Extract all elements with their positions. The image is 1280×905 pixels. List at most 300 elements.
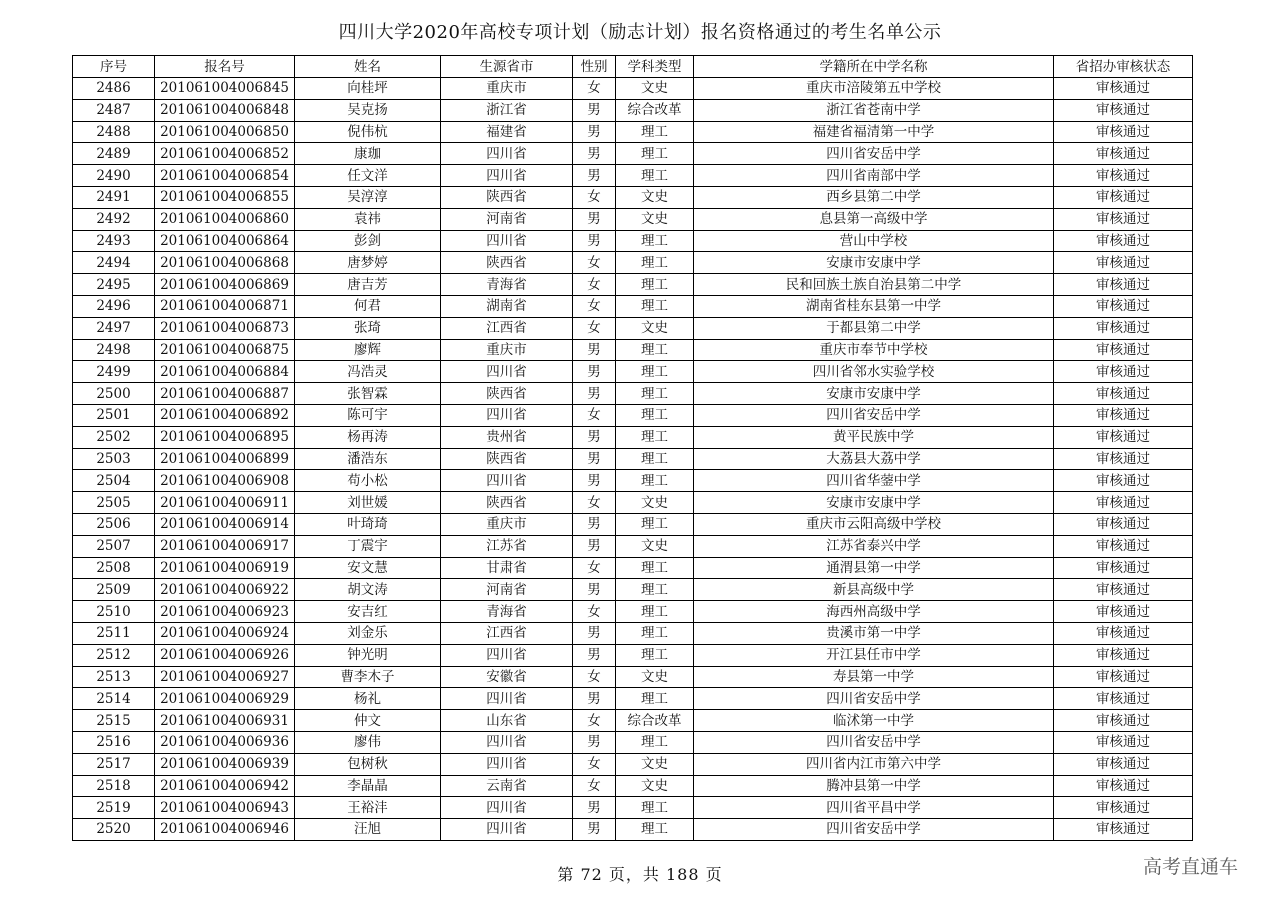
- cell-seq: 2519: [73, 797, 155, 819]
- cell-gender: 男: [573, 426, 616, 448]
- cell-gender: 女: [573, 317, 616, 339]
- cell-status: 审核通过: [1054, 165, 1193, 187]
- cell-seq: 2504: [73, 470, 155, 492]
- cell-gender: 男: [573, 99, 616, 121]
- cell-school: 腾冲县第一中学: [694, 775, 1054, 797]
- cell-province: 陕西省: [441, 186, 573, 208]
- cell-subject: 理工: [616, 688, 694, 710]
- cell-reg-no: 201061004006873: [155, 317, 295, 339]
- cell-status: 审核通过: [1054, 470, 1193, 492]
- cell-name: 钟光明: [295, 644, 441, 666]
- cell-status: 审核通过: [1054, 579, 1193, 601]
- cell-name: 吴克扬: [295, 99, 441, 121]
- cell-seq: 2512: [73, 644, 155, 666]
- cell-name: 丁震宇: [295, 535, 441, 557]
- cell-reg-no: 201061004006869: [155, 274, 295, 296]
- cell-province: 湖南省: [441, 295, 573, 317]
- cell-school: 四川省安岳中学: [694, 404, 1054, 426]
- cell-province: 四川省: [441, 797, 573, 819]
- cell-reg-no: 201061004006939: [155, 753, 295, 775]
- table-row: [73, 601, 1193, 623]
- cell-seq: 2509: [73, 579, 155, 601]
- cell-reg-no: 201061004006850: [155, 121, 295, 143]
- cell-reg-no: 201061004006855: [155, 186, 295, 208]
- cell-status: 审核通过: [1054, 513, 1193, 535]
- table-row: [73, 731, 1193, 753]
- cell-school: 大荔县大荔中学: [694, 448, 1054, 470]
- cell-subject: 理工: [616, 143, 694, 165]
- cell-school: 安康市安康中学: [694, 492, 1054, 514]
- cell-school: 四川省安岳中学: [694, 819, 1054, 841]
- table-row: [73, 775, 1193, 797]
- cell-gender: 男: [573, 383, 616, 405]
- cell-gender: 男: [573, 143, 616, 165]
- cell-province: 四川省: [441, 731, 573, 753]
- cell-status: 审核通过: [1054, 731, 1193, 753]
- cell-status: 审核通过: [1054, 688, 1193, 710]
- cell-gender: 女: [573, 492, 616, 514]
- cell-status: 审核通过: [1054, 448, 1193, 470]
- cell-subject: 综合改革: [616, 99, 694, 121]
- table-row: [73, 295, 1193, 317]
- cell-gender: 女: [573, 753, 616, 775]
- cell-gender: 女: [573, 78, 616, 100]
- candidate-table: [72, 55, 1193, 841]
- cell-province: 四川省: [441, 688, 573, 710]
- col-header-gender: 性别: [573, 56, 616, 78]
- cell-status: 审核通过: [1054, 492, 1193, 514]
- cell-gender: 女: [573, 295, 616, 317]
- cell-subject: 文史: [616, 208, 694, 230]
- cell-name: 安吉红: [295, 601, 441, 623]
- cell-school: 寿县第一中学: [694, 666, 1054, 688]
- cell-status: 审核通过: [1054, 601, 1193, 623]
- cell-gender: 男: [573, 208, 616, 230]
- cell-province: 四川省: [441, 404, 573, 426]
- col-header-seq: 序号: [73, 56, 155, 78]
- table-row: [73, 448, 1193, 470]
- cell-seq: 2499: [73, 361, 155, 383]
- table-row: [73, 230, 1193, 252]
- cell-name: 潘浩东: [295, 448, 441, 470]
- table-row: [73, 274, 1193, 296]
- cell-subject: 理工: [616, 470, 694, 492]
- cell-province: 陕西省: [441, 448, 573, 470]
- cell-reg-no: 201061004006922: [155, 579, 295, 601]
- cell-status: 审核通过: [1054, 339, 1193, 361]
- cell-seq: 2506: [73, 513, 155, 535]
- cell-gender: 男: [573, 622, 616, 644]
- cell-reg-no: 201061004006887: [155, 383, 295, 405]
- cell-province: 四川省: [441, 470, 573, 492]
- cell-status: 审核通过: [1054, 710, 1193, 732]
- cell-status: 审核通过: [1054, 404, 1193, 426]
- cell-name: 张琦: [295, 317, 441, 339]
- cell-gender: 男: [573, 470, 616, 492]
- cell-province: 贵州省: [441, 426, 573, 448]
- cell-name: 安文慧: [295, 557, 441, 579]
- cell-name: 包树秋: [295, 753, 441, 775]
- cell-name: 王裕沣: [295, 797, 441, 819]
- table-row: [73, 426, 1193, 448]
- table-header-row: [73, 56, 1193, 78]
- cell-status: 审核通过: [1054, 230, 1193, 252]
- cell-seq: 2501: [73, 404, 155, 426]
- cell-name: 唐梦婷: [295, 252, 441, 274]
- cell-school: 安康市安康中学: [694, 252, 1054, 274]
- cell-subject: 理工: [616, 513, 694, 535]
- cell-reg-no: 201061004006895: [155, 426, 295, 448]
- cell-school: 四川省平昌中学: [694, 797, 1054, 819]
- cell-school: 息县第一高级中学: [694, 208, 1054, 230]
- cell-status: 审核通过: [1054, 557, 1193, 579]
- table-row: [73, 165, 1193, 187]
- cell-reg-no: 201061004006860: [155, 208, 295, 230]
- table-row: [73, 121, 1193, 143]
- cell-seq: 2508: [73, 557, 155, 579]
- cell-reg-no: 201061004006868: [155, 252, 295, 274]
- cell-province: 四川省: [441, 644, 573, 666]
- cell-subject: 理工: [616, 579, 694, 601]
- cell-province: 重庆市: [441, 513, 573, 535]
- cell-gender: 男: [573, 797, 616, 819]
- cell-province: 青海省: [441, 274, 573, 296]
- cell-name: 陈可宇: [295, 404, 441, 426]
- cell-subject: 理工: [616, 274, 694, 296]
- cell-subject: 文史: [616, 535, 694, 557]
- cell-province: 浙江省: [441, 99, 573, 121]
- cell-seq: 2496: [73, 295, 155, 317]
- col-header-province: 生源省市: [441, 56, 573, 78]
- cell-province: 四川省: [441, 230, 573, 252]
- cell-school: 安康市安康中学: [694, 383, 1054, 405]
- cell-status: 审核通过: [1054, 143, 1193, 165]
- cell-province: 河南省: [441, 208, 573, 230]
- cell-school: 湖南省桂东县第一中学: [694, 295, 1054, 317]
- cell-seq: 2514: [73, 688, 155, 710]
- page-footer: 第 72 页，共 188 页: [557, 865, 723, 884]
- cell-school: 四川省华蓥中学: [694, 470, 1054, 492]
- cell-subject: 理工: [616, 557, 694, 579]
- cell-status: 审核通过: [1054, 819, 1193, 841]
- cell-reg-no: 201061004006926: [155, 644, 295, 666]
- table-row: [73, 753, 1193, 775]
- cell-reg-no: 201061004006931: [155, 710, 295, 732]
- cell-subject: 理工: [616, 252, 694, 274]
- table-row: [73, 688, 1193, 710]
- cell-subject: 理工: [616, 731, 694, 753]
- table-row: [73, 579, 1193, 601]
- cell-gender: 男: [573, 339, 616, 361]
- cell-status: 审核通过: [1054, 186, 1193, 208]
- cell-seq: 2486: [73, 78, 155, 100]
- table-row: [73, 186, 1193, 208]
- cell-school: 四川省邻水实验学校: [694, 361, 1054, 383]
- col-header-subject: 学科类型: [616, 56, 694, 78]
- cell-reg-no: 201061004006848: [155, 99, 295, 121]
- table-row: [73, 99, 1193, 121]
- cell-subject: 理工: [616, 383, 694, 405]
- cell-subject: 理工: [616, 339, 694, 361]
- table-row: [73, 535, 1193, 557]
- cell-province: 四川省: [441, 165, 573, 187]
- cell-subject: 文史: [616, 186, 694, 208]
- cell-province: 青海省: [441, 601, 573, 623]
- cell-subject: 理工: [616, 404, 694, 426]
- cell-school: 四川省安岳中学: [694, 688, 1054, 710]
- cell-seq: 2513: [73, 666, 155, 688]
- cell-seq: 2487: [73, 99, 155, 121]
- cell-province: 重庆市: [441, 78, 573, 100]
- cell-subject: 文史: [616, 492, 694, 514]
- cell-province: 甘肃省: [441, 557, 573, 579]
- cell-subject: 理工: [616, 165, 694, 187]
- table-row: [73, 404, 1193, 426]
- cell-subject: 综合改革: [616, 710, 694, 732]
- cell-school: 海西州高级中学: [694, 601, 1054, 623]
- cell-gender: 女: [573, 252, 616, 274]
- cell-province: 安徽省: [441, 666, 573, 688]
- cell-reg-no: 201061004006884: [155, 361, 295, 383]
- cell-subject: 理工: [616, 448, 694, 470]
- cell-seq: 2516: [73, 731, 155, 753]
- cell-subject: 理工: [616, 797, 694, 819]
- cell-gender: 男: [573, 644, 616, 666]
- cell-province: 福建省: [441, 121, 573, 143]
- table-row: [73, 143, 1193, 165]
- cell-status: 审核通过: [1054, 317, 1193, 339]
- cell-province: 四川省: [441, 819, 573, 841]
- cell-school: 临沭第一中学: [694, 710, 1054, 732]
- cell-status: 审核通过: [1054, 753, 1193, 775]
- table-row: [73, 361, 1193, 383]
- cell-name: 曹李木子: [295, 666, 441, 688]
- cell-reg-no: 201061004006864: [155, 230, 295, 252]
- cell-school: 福建省福清第一中学: [694, 121, 1054, 143]
- cell-reg-no: 201061004006852: [155, 143, 295, 165]
- cell-gender: 男: [573, 448, 616, 470]
- cell-reg-no: 201061004006911: [155, 492, 295, 514]
- cell-seq: 2500: [73, 383, 155, 405]
- cell-status: 审核通过: [1054, 208, 1193, 230]
- cell-school: 四川省内江市第六中学: [694, 753, 1054, 775]
- cell-seq: 2502: [73, 426, 155, 448]
- cell-subject: 文史: [616, 666, 694, 688]
- cell-gender: 女: [573, 186, 616, 208]
- cell-gender: 男: [573, 579, 616, 601]
- cell-gender: 男: [573, 121, 616, 143]
- cell-school: 四川省安岳中学: [694, 143, 1054, 165]
- cell-status: 审核通过: [1054, 361, 1193, 383]
- cell-name: 廖辉: [295, 339, 441, 361]
- cell-gender: 男: [573, 230, 616, 252]
- table-row: [73, 710, 1193, 732]
- cell-school: 通渭县第一中学: [694, 557, 1054, 579]
- cell-reg-no: 201061004006936: [155, 731, 295, 753]
- cell-name: 张智霖: [295, 383, 441, 405]
- table-row: [73, 383, 1193, 405]
- watermark: 高考直通车: [1143, 856, 1239, 878]
- cell-name: 向桂坪: [295, 78, 441, 100]
- cell-reg-no: 201061004006854: [155, 165, 295, 187]
- cell-seq: 2497: [73, 317, 155, 339]
- table-row: [73, 622, 1193, 644]
- cell-name: 杨再涛: [295, 426, 441, 448]
- cell-status: 审核通过: [1054, 252, 1193, 274]
- cell-school: 黄平民族中学: [694, 426, 1054, 448]
- col-header-status: 省招办审核状态: [1054, 56, 1193, 78]
- cell-gender: 男: [573, 688, 616, 710]
- cell-reg-no: 201061004006892: [155, 404, 295, 426]
- cell-school: 新县高级中学: [694, 579, 1054, 601]
- table-row: [73, 513, 1193, 535]
- cell-status: 审核通过: [1054, 797, 1193, 819]
- cell-province: 江西省: [441, 317, 573, 339]
- cell-province: 陕西省: [441, 492, 573, 514]
- table-row: [73, 78, 1193, 100]
- cell-name: 彭剑: [295, 230, 441, 252]
- cell-status: 审核通过: [1054, 426, 1193, 448]
- cell-reg-no: 201061004006923: [155, 601, 295, 623]
- cell-seq: 2492: [73, 208, 155, 230]
- table-row: [73, 339, 1193, 361]
- cell-province: 陕西省: [441, 252, 573, 274]
- cell-subject: 理工: [616, 644, 694, 666]
- cell-province: 山东省: [441, 710, 573, 732]
- cell-province: 江西省: [441, 622, 573, 644]
- cell-seq: 2518: [73, 775, 155, 797]
- cell-seq: 2510: [73, 601, 155, 623]
- cell-seq: 2507: [73, 535, 155, 557]
- cell-name: 刘世媛: [295, 492, 441, 514]
- cell-school: 重庆市云阳高级中学校: [694, 513, 1054, 535]
- cell-name: 胡文涛: [295, 579, 441, 601]
- cell-subject: 理工: [616, 361, 694, 383]
- cell-province: 陕西省: [441, 383, 573, 405]
- cell-name: 廖伟: [295, 731, 441, 753]
- cell-seq: 2503: [73, 448, 155, 470]
- cell-province: 江苏省: [441, 535, 573, 557]
- cell-reg-no: 201061004006917: [155, 535, 295, 557]
- cell-reg-no: 201061004006845: [155, 78, 295, 100]
- cell-gender: 男: [573, 731, 616, 753]
- cell-school: 贵溪市第一中学: [694, 622, 1054, 644]
- cell-status: 审核通过: [1054, 535, 1193, 557]
- cell-reg-no: 201061004006914: [155, 513, 295, 535]
- cell-seq: 2517: [73, 753, 155, 775]
- cell-province: 四川省: [441, 753, 573, 775]
- cell-gender: 男: [573, 535, 616, 557]
- col-header-school: 学籍所在中学名称: [694, 56, 1054, 78]
- table-row: [73, 557, 1193, 579]
- cell-school: 民和回族土族自治县第二中学: [694, 274, 1054, 296]
- cell-province: 河南省: [441, 579, 573, 601]
- cell-gender: 男: [573, 513, 616, 535]
- cell-subject: 理工: [616, 230, 694, 252]
- cell-seq: 2488: [73, 121, 155, 143]
- cell-name: 叶琦琦: [295, 513, 441, 535]
- cell-reg-no: 201061004006899: [155, 448, 295, 470]
- cell-school: 重庆市奉节中学校: [694, 339, 1054, 361]
- cell-name: 李晶晶: [295, 775, 441, 797]
- table-row: [73, 797, 1193, 819]
- cell-gender: 女: [573, 710, 616, 732]
- cell-name: 吴淳淳: [295, 186, 441, 208]
- cell-school: 重庆市涪陵第五中学校: [694, 78, 1054, 100]
- cell-name: 唐吉芳: [295, 274, 441, 296]
- cell-name: 倪伟杭: [295, 121, 441, 143]
- cell-status: 审核通过: [1054, 775, 1193, 797]
- cell-name: 苟小松: [295, 470, 441, 492]
- cell-seq: 2493: [73, 230, 155, 252]
- cell-status: 审核通过: [1054, 644, 1193, 666]
- cell-seq: 2505: [73, 492, 155, 514]
- table-row: [73, 208, 1193, 230]
- cell-reg-no: 201061004006946: [155, 819, 295, 841]
- cell-name: 汪旭: [295, 819, 441, 841]
- cell-school: 开江县任市中学: [694, 644, 1054, 666]
- cell-subject: 理工: [616, 295, 694, 317]
- table-row: [73, 644, 1193, 666]
- cell-reg-no: 201061004006924: [155, 622, 295, 644]
- cell-name: 康珈: [295, 143, 441, 165]
- cell-reg-no: 201061004006942: [155, 775, 295, 797]
- cell-school: 四川省安岳中学: [694, 731, 1054, 753]
- cell-seq: 2491: [73, 186, 155, 208]
- cell-subject: 理工: [616, 819, 694, 841]
- cell-gender: 女: [573, 557, 616, 579]
- cell-school: 浙江省苍南中学: [694, 99, 1054, 121]
- cell-province: 重庆市: [441, 339, 573, 361]
- cell-status: 审核通过: [1054, 295, 1193, 317]
- cell-reg-no: 201061004006943: [155, 797, 295, 819]
- cell-gender: 女: [573, 775, 616, 797]
- cell-status: 审核通过: [1054, 383, 1193, 405]
- cell-gender: 男: [573, 165, 616, 187]
- cell-reg-no: 201061004006908: [155, 470, 295, 492]
- cell-reg-no: 201061004006927: [155, 666, 295, 688]
- cell-status: 审核通过: [1054, 274, 1193, 296]
- table-row: [73, 492, 1193, 514]
- cell-subject: 文史: [616, 78, 694, 100]
- cell-seq: 2489: [73, 143, 155, 165]
- table-body: [73, 78, 1193, 841]
- cell-name: 刘金乐: [295, 622, 441, 644]
- cell-reg-no: 201061004006929: [155, 688, 295, 710]
- cell-gender: 男: [573, 819, 616, 841]
- cell-school: 四川省南部中学: [694, 165, 1054, 187]
- table-row: [73, 666, 1193, 688]
- cell-seq: 2495: [73, 274, 155, 296]
- col-header-name: 姓名: [295, 56, 441, 78]
- col-header-reg-no: 报名号: [155, 56, 295, 78]
- cell-reg-no: 201061004006875: [155, 339, 295, 361]
- cell-gender: 女: [573, 601, 616, 623]
- cell-school: 江苏省泰兴中学: [694, 535, 1054, 557]
- cell-name: 冯浩灵: [295, 361, 441, 383]
- cell-gender: 男: [573, 361, 616, 383]
- cell-status: 审核通过: [1054, 99, 1193, 121]
- cell-seq: 2490: [73, 165, 155, 187]
- cell-subject: 理工: [616, 121, 694, 143]
- table-row: [73, 317, 1193, 339]
- cell-seq: 2511: [73, 622, 155, 644]
- cell-province: 四川省: [441, 143, 573, 165]
- cell-seq: 2494: [73, 252, 155, 274]
- cell-school: 西乡县第二中学: [694, 186, 1054, 208]
- cell-gender: 女: [573, 404, 616, 426]
- cell-reg-no: 201061004006919: [155, 557, 295, 579]
